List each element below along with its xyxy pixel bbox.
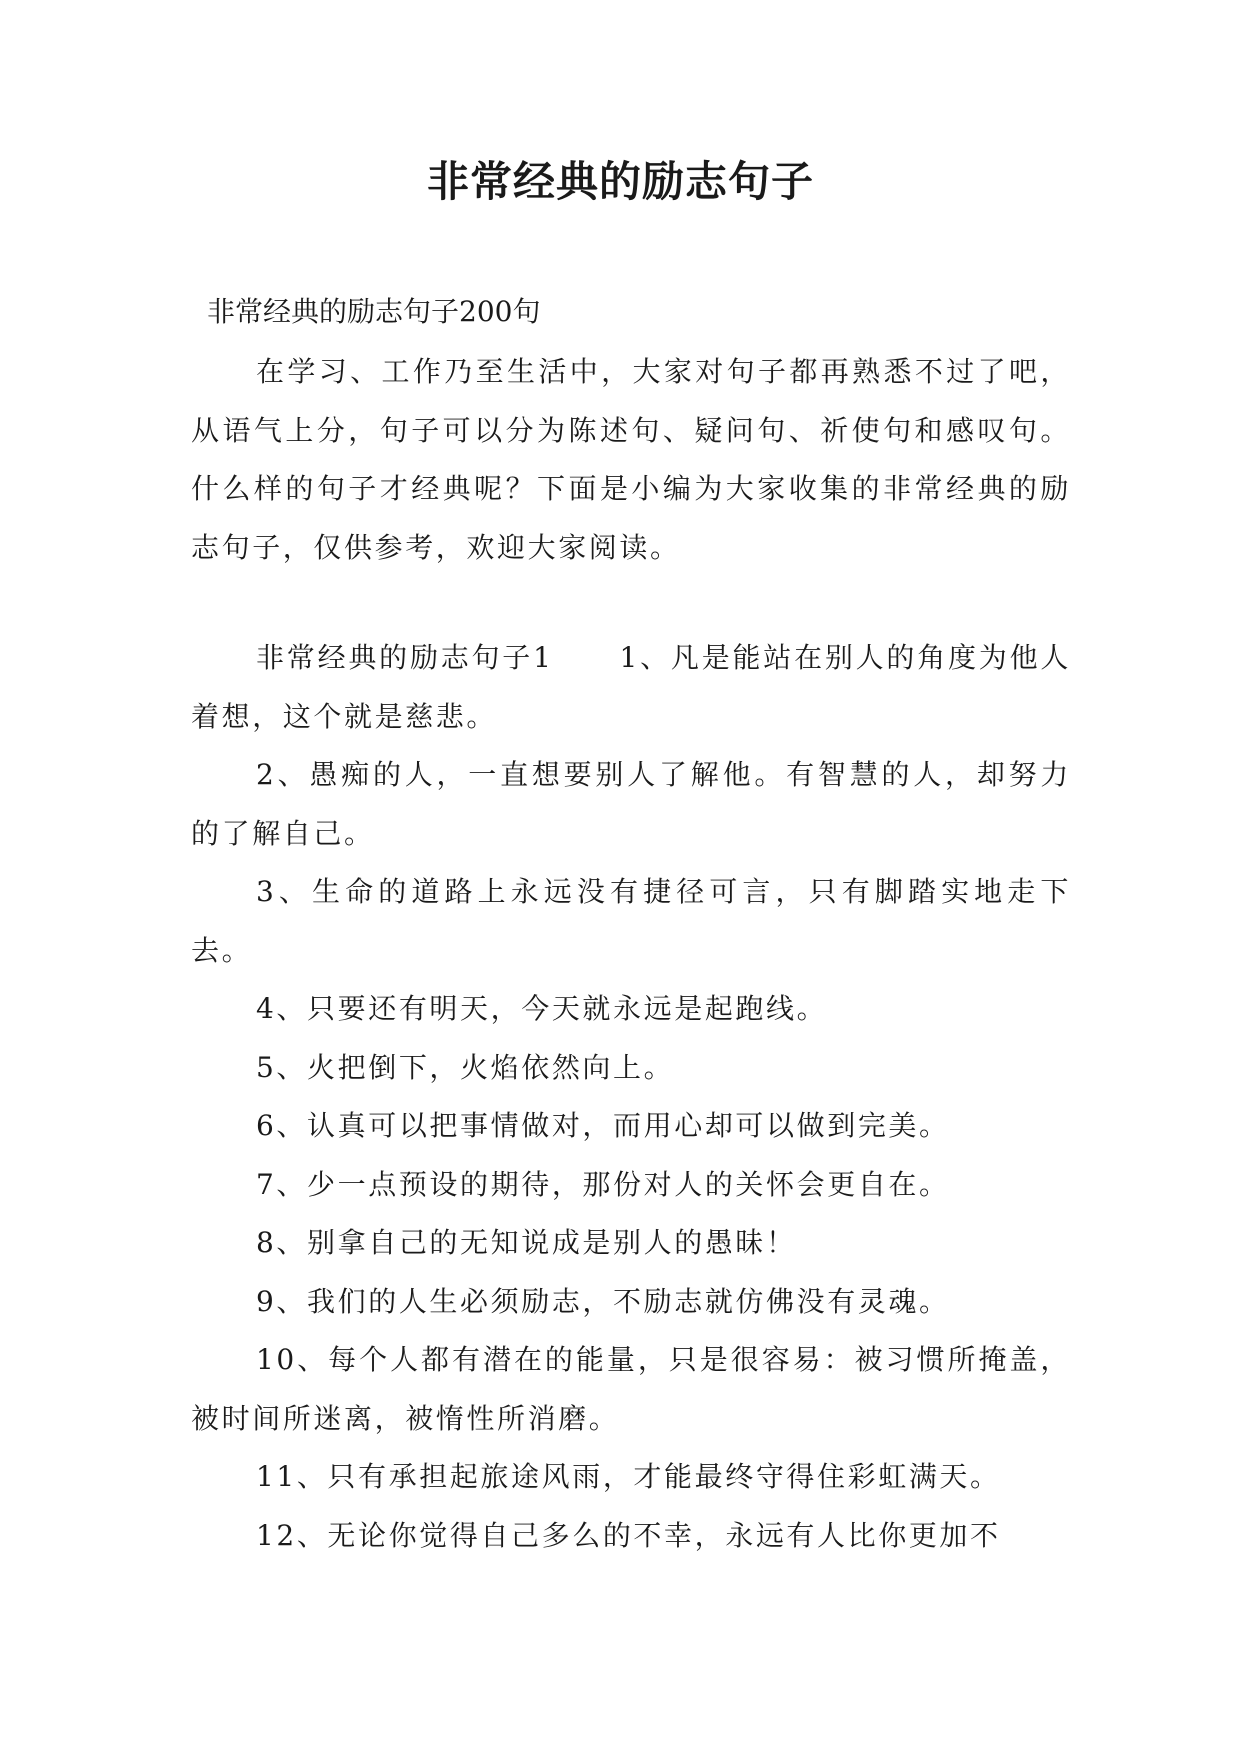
quote-paragraph: 6、认真可以把事情做对，而用心却可以做到完美。 [256, 1109, 950, 1142]
quote-paragraph: 5、火把倒下，火焰依然向上。 [256, 1050, 675, 1084]
quote-paragraph: 2、愚痴的人，一直想要别人了解他。有智慧的人，却努力的了解自己。 [191, 758, 1071, 850]
quote-paragraph: 7、少一点预设的期待，那份对人的关怀会更自在。 [256, 1167, 950, 1201]
quote-paragraph [191, 629, 1071, 746]
quote-paragraph: 3、生命的道路上永远没有捷径可言，只有脚踏实地走下去。 [191, 875, 1071, 967]
quote-paragraph: 11、只有承担起旅途风雨，才能最终守得住彩虹满天。 [256, 1460, 1001, 1493]
quote-paragraph: 4、只要还有明天，今天就永远是起跑线。 [256, 992, 828, 1025]
quote-paragraph: 10、每个人都有潜在的能量，只是很容易：被习惯所掩盖，被时间所迷离，被惰性所消磨。 [191, 1343, 1071, 1435]
quote-paragraph: 9、我们的人生必须励志，不励志就仿佛没有灵魂。 [256, 1284, 950, 1318]
quotes-section [191, 629, 1071, 1565]
section-heading: 非常经典的励志句子1 [256, 641, 554, 674]
document-title: 非常经典的励志句子 [426, 157, 814, 206]
quote-paragraph: 12、无论你觉得自己多么的不幸，永远有人比你更加不 [256, 1518, 1001, 1552]
quote-item: 1、凡是能站在别人的角度为他人着想，这个就是慈悲。 [191, 641, 1071, 733]
document-subtitle: 非常经典的励志句子200句 [207, 295, 541, 328]
quote-paragraph: 8、别拿自己的无知说成是别人的愚昧！ [256, 1226, 797, 1259]
intro-paragraph: 在学习、工作乃至生活中，大家对句子都再熟悉不过了吧，从语气上分，句子可以分为陈述句、疑问句、祈使句和感叹句。什么样的句子才经典呢？下面是小编为大家收集的非常经典的励志句子，仅供参考，欢迎大家阅读。 [191, 355, 1071, 564]
